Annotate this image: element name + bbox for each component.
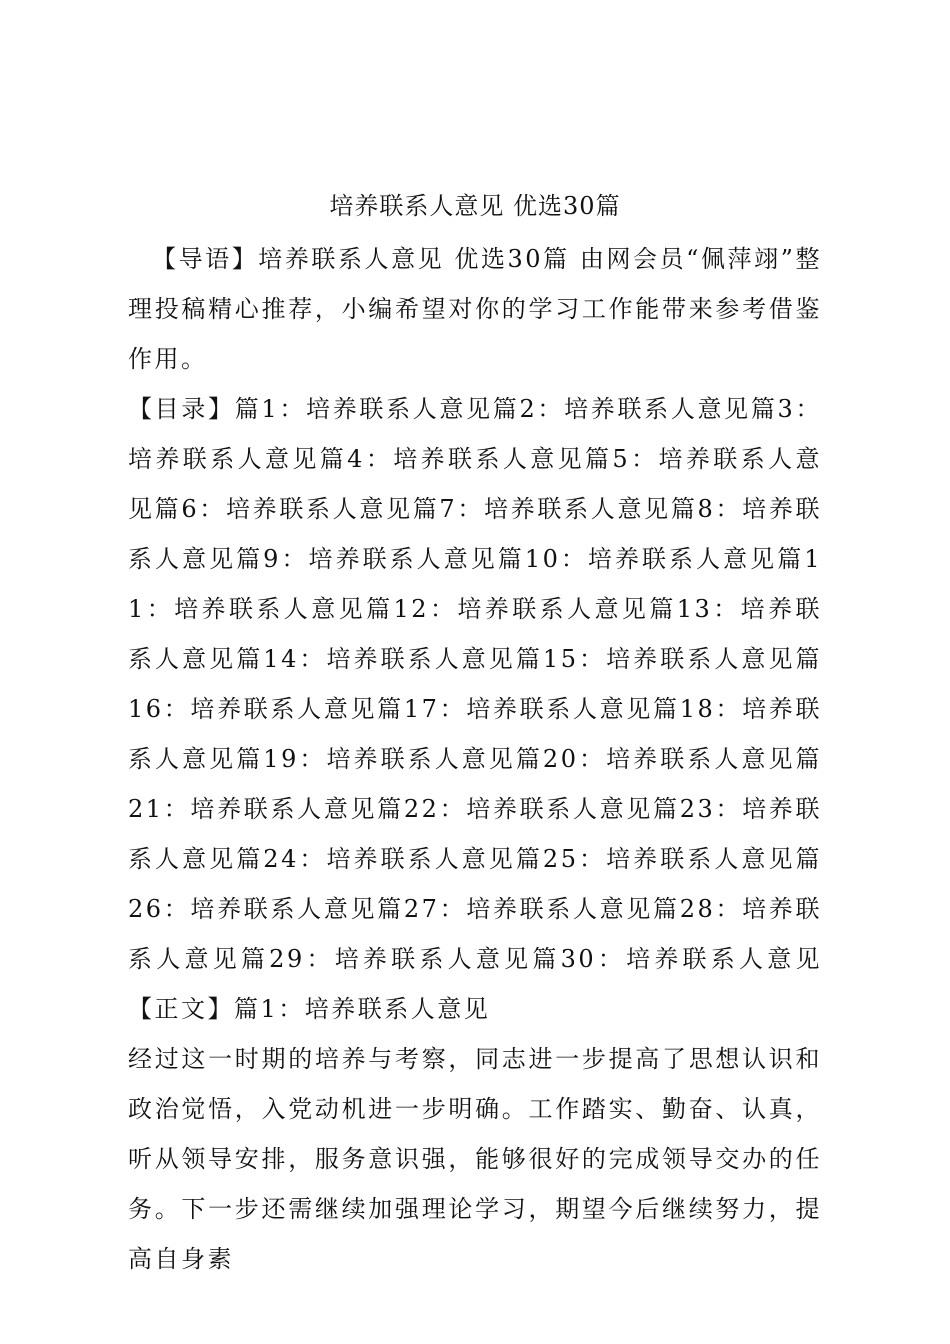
document-title: 培养联系人意见 优选30篇: [329, 192, 621, 220]
document-content: [128, 182, 822, 1284]
intro-paragraph: 【导语】培养联系人意见 优选30篇 由网会员“佩萍翊”整理投稿精心推荐，小编希望对你的学习工作能带来参考借鉴作用。: [128, 245, 822, 373]
body-paragraph: 经过这一时期的培养与考察，同志进一步提高了思想认识和政治觉悟，入党动机进一步明确。工作踏实、勤奋、认真，听从领导安排，服务意识强，能够很好的完成领导交办的任务。下一步还需继续加强理论学习，期望今后继续努力，提高自身素: [128, 1045, 822, 1273]
toc-paragraph: 【目录】篇1：培养联系人意见篇2：培养联系人意见篇3：培养联系人意见篇4：培养联系人意见篇5：培养联系人意见篇6：培养联系人意见篇7：培养联系人意见篇8：培养联系人意见篇9：培养联系人意见篇10：培养联系人意见篇11：培养联系人意见篇12：培养联系人意见篇13：培养联系人意见篇14：培养联系人意见篇15：培养联系人意见篇16：培养联系人意见篇17：培养联系人意见篇18：培养联系人意见篇19：培养联系人意见篇20：培养联系人意见篇21：培养联系人意见篇22：培养联系人意见篇23：培养联系人意见篇24：培养联系人意见篇25：培养联系人意见篇26：培养联系人意见篇27：培养联系人意见篇28：培养联系人意见篇29：培养联系人意见篇30：培养联系人意见【正文】篇1：培养联系人意见: [128, 395, 822, 1023]
